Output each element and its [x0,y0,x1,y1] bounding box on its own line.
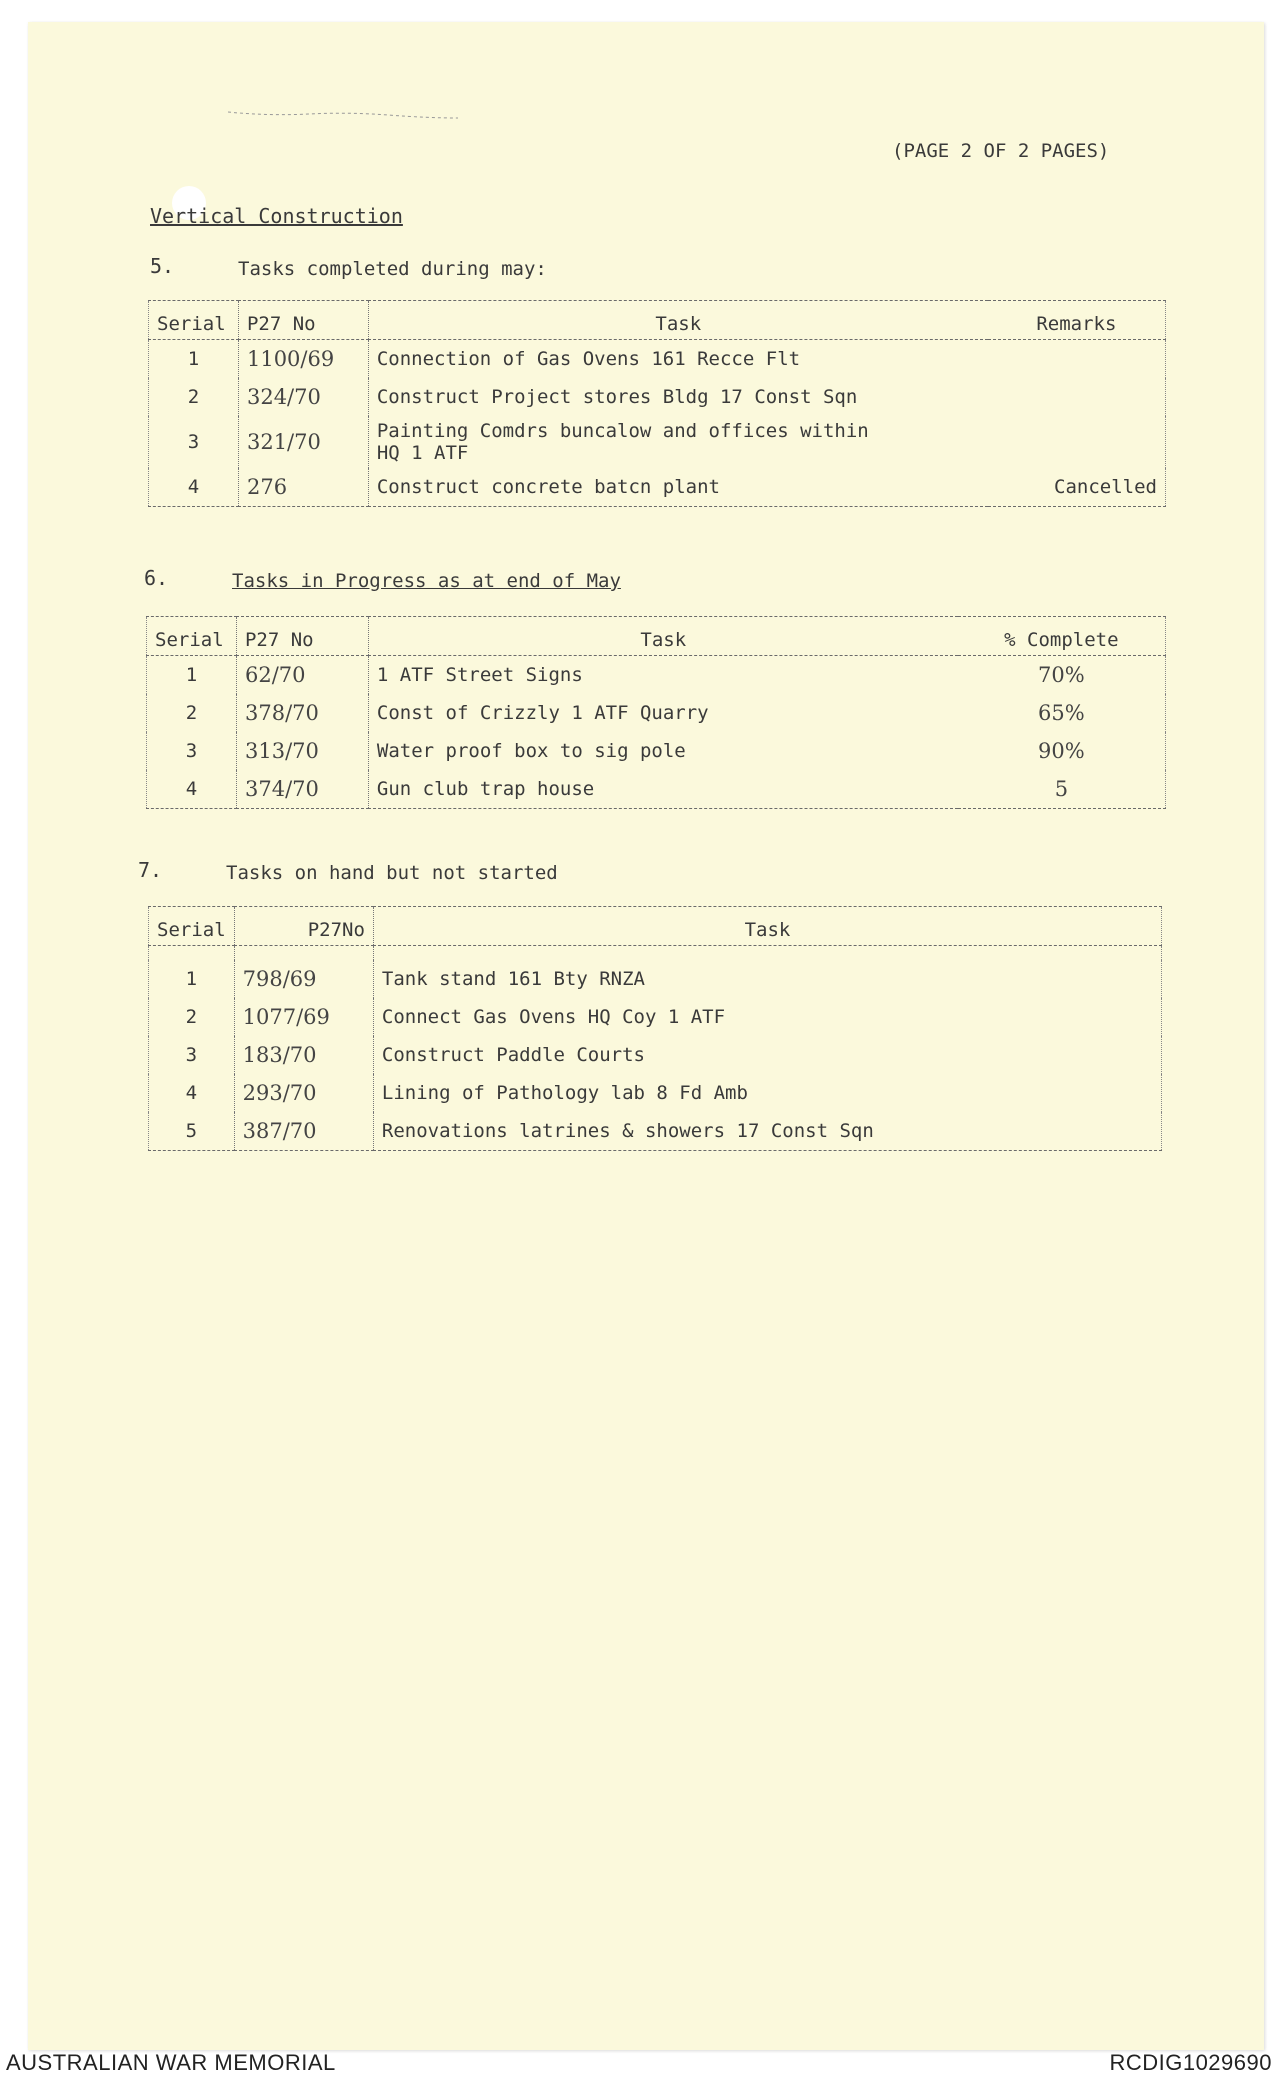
remarks-cell: Cancelled [1054,476,1157,498]
table-row [147,694,1166,732]
table-row [147,656,1166,695]
task-cell: Construct concrete batcn plant [376,476,720,498]
remarks-cell [988,340,1166,379]
serial-cell: 4 [149,468,239,507]
task-cell: Gun club trap house [376,778,595,800]
serial-cell: 2 [149,998,235,1036]
complete-cell: 70% [1038,663,1085,687]
table-spacer-row [149,946,1162,961]
task-cell [368,416,987,468]
serial-cell: 5 [149,1112,235,1151]
p27-cell: 378/70 [236,694,368,732]
col-task: Task [640,629,687,651]
table-row [149,960,1162,998]
table-row [149,340,1166,379]
archive-record-id: RCDIG1029690 [1109,2050,1272,2075]
p27-cell: 183/70 [234,1036,373,1074]
task-cell: Renovations latrines & showers 17 Const Sqn [381,1120,874,1142]
col-remarks: Remarks [1036,313,1117,335]
col-serial: Serial [149,301,239,340]
col-serial: Serial [147,617,237,656]
table-header-row [147,617,1166,656]
task-cell: Connect Gas Ovens HQ Coy 1 ATF [381,1006,726,1028]
pencil-scribble-mark [228,106,458,120]
col-task: Task [744,919,791,941]
task-cell: Connection of Gas Ovens 161 Recce Flt [376,348,801,370]
p27-cell: 324/70 [238,378,368,416]
task-cell: Const of Crizzly 1 ATF Quarry [376,702,709,724]
table-row [149,1036,1162,1074]
p27-cell: 313/70 [236,732,368,770]
archive-credit: AUSTRALIAN WAR MEMORIAL [6,2050,336,2075]
serial-cell: 4 [147,770,237,809]
col-p27: P27 No [236,617,368,656]
section-6-title: Tasks in Progress as at end of May [232,570,621,592]
table-row [147,770,1166,809]
p27-cell: 1077/69 [234,998,373,1036]
section-7-number: 7. [138,858,163,882]
table-row [149,378,1166,416]
task-line-1: Painting Comdrs buncalow and offices within [376,420,869,442]
table-row [149,998,1162,1036]
remarks-cell [988,378,1166,416]
task-cell: Construct Project stores Bldg 17 Const Sqn [376,386,858,408]
complete-cell: 5 [1054,777,1069,801]
p27-cell: 62/70 [236,656,368,695]
section-5-title: Tasks completed during may: [238,258,547,280]
section-5-number: 5. [150,254,175,278]
serial-cell: 3 [147,732,237,770]
section-7-title: Tasks on hand but not started [226,862,558,884]
p27-cell: 1100/69 [238,340,368,379]
table-row [149,1074,1162,1112]
col-serial: Serial [149,907,235,946]
p27-cell: 798/69 [234,960,373,998]
page-marker: (PAGE 2 OF 2 PAGES) [892,140,1110,162]
serial-cell: 2 [147,694,237,732]
section-heading: Vertical Construction [150,204,403,228]
p27-cell: 293/70 [234,1074,373,1112]
table-header-row [149,907,1162,946]
table-row [149,1112,1162,1151]
table-row [149,468,1166,507]
p27-cell: 276 [238,468,368,507]
p27-cell: 374/70 [236,770,368,809]
col-p27: P27No [234,907,373,946]
table-row [147,732,1166,770]
col-task: Task [655,313,702,335]
task-cell: Water proof box to sig pole [376,740,686,762]
complete-cell: 90% [1038,739,1085,763]
serial-cell: 1 [149,960,235,998]
remarks-cell [988,416,1166,468]
complete-cell: 65% [1038,701,1085,725]
table-tasks-in-progress [146,616,1166,809]
p27-cell: 387/70 [234,1112,373,1151]
task-cell: Construct Paddle Courts [381,1044,645,1066]
serial-cell: 3 [149,416,239,468]
table-tasks-not-started [148,906,1162,1151]
table-row [149,416,1166,468]
table-header-row [149,301,1166,340]
serial-cell: 2 [149,378,239,416]
serial-cell: 1 [149,340,239,379]
col-complete: % Complete [1004,629,1119,651]
col-p27: P27 No [238,301,368,340]
task-cell: 1 ATF Street Signs [376,664,583,686]
p27-cell: 321/70 [238,416,368,468]
section-6-number: 6. [144,566,169,590]
serial-cell: 3 [149,1036,235,1074]
serial-cell: 1 [147,656,237,695]
task-line-2: HQ 1 ATF [376,442,469,464]
table-tasks-completed [148,300,1166,507]
serial-cell: 4 [149,1074,235,1112]
task-cell: Lining of Pathology lab 8 Fd Amb [381,1082,748,1104]
task-cell: Tank stand 161 Bty RNZA [381,968,645,990]
